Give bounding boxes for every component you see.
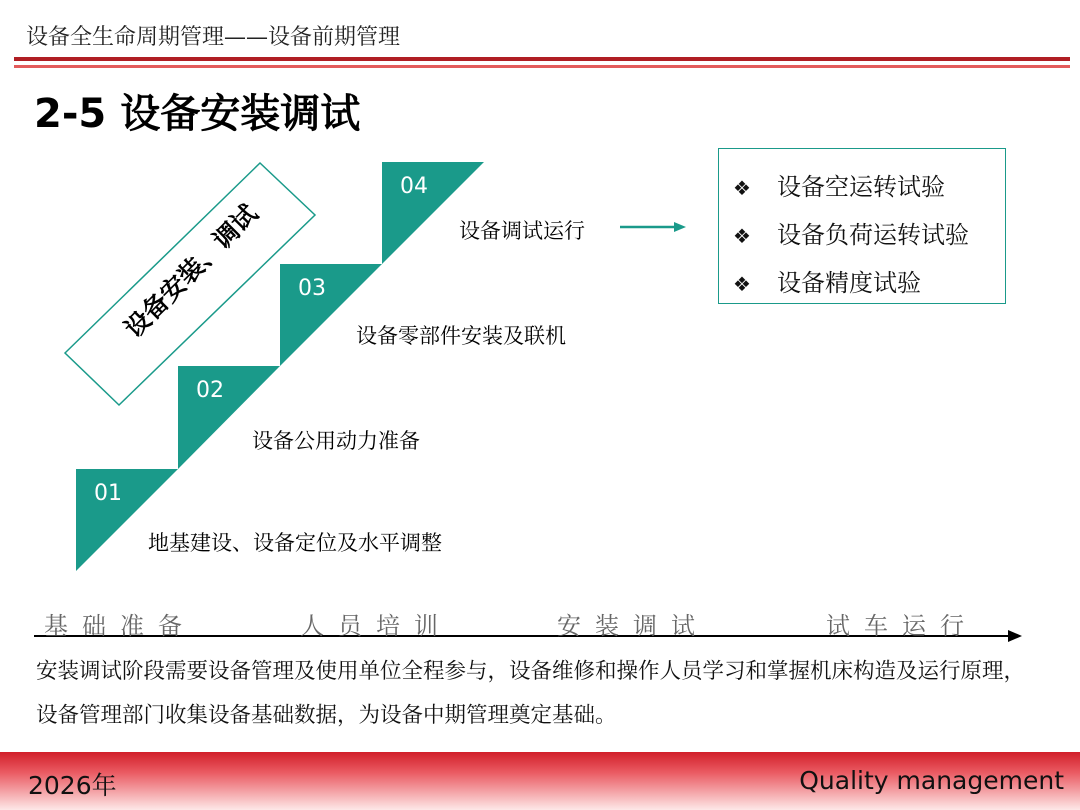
rotated-installation-label: 设备安装、调试 (118, 198, 264, 344)
diamond-bullet-icon: ❖ (733, 224, 751, 248)
step-label-01: 地基建设、设备定位及水平调整 (148, 531, 442, 555)
section-title: 2-5 设备安装调试 (34, 91, 361, 137)
test-item (733, 215, 969, 250)
header-title: 设备全生命周期管理——设备前期管理 (26, 25, 401, 50)
step-label-04: 设备调试运行 (459, 219, 585, 243)
step-label-02: 设备公用动力准备 (252, 429, 420, 453)
footer-tagline: Quality management (799, 766, 1064, 795)
arrow-head-icon (674, 222, 686, 232)
step-04-shape (382, 162, 484, 264)
step-number-04: 04 (400, 174, 428, 199)
timeline-arrow-icon (1008, 630, 1022, 642)
test-item (733, 263, 921, 298)
header-divider-dark (14, 57, 1070, 61)
step-03-shape (280, 264, 382, 366)
test-item (733, 167, 945, 202)
step-number-01: 01 (94, 481, 122, 506)
test-label: 设备精度试验 (777, 269, 921, 297)
timeline-stage-1: 基础准备 (44, 612, 196, 640)
step-label-03: 设备零部件安装及联机 (356, 324, 566, 348)
step-number-03: 03 (298, 276, 326, 301)
tests-box (718, 148, 1006, 304)
step-number-02: 02 (196, 378, 224, 403)
timeline-stage-2: 人员培训 (300, 612, 452, 640)
timeline-stage-4: 试车运行 (826, 612, 978, 640)
diamond-bullet-icon: ❖ (733, 272, 751, 296)
footer-year: 2026年 (28, 771, 117, 800)
header-divider-light (14, 65, 1070, 68)
test-label: 设备负荷运转试验 (777, 221, 969, 249)
timeline-stage-3: 安装调试 (557, 612, 709, 640)
test-label: 设备空运转试验 (777, 173, 945, 201)
description-paragraph: 安装调试阶段需要设备管理及使用单位全程参与，设备维修和操作人员学习和掌握机床构造及运行原理，设备管理部门收集设备基础数据，为设备中期管理奠定基础。 (36, 659, 1026, 728)
diamond-bullet-icon: ❖ (733, 176, 751, 200)
staircase-diagram (60, 150, 720, 580)
